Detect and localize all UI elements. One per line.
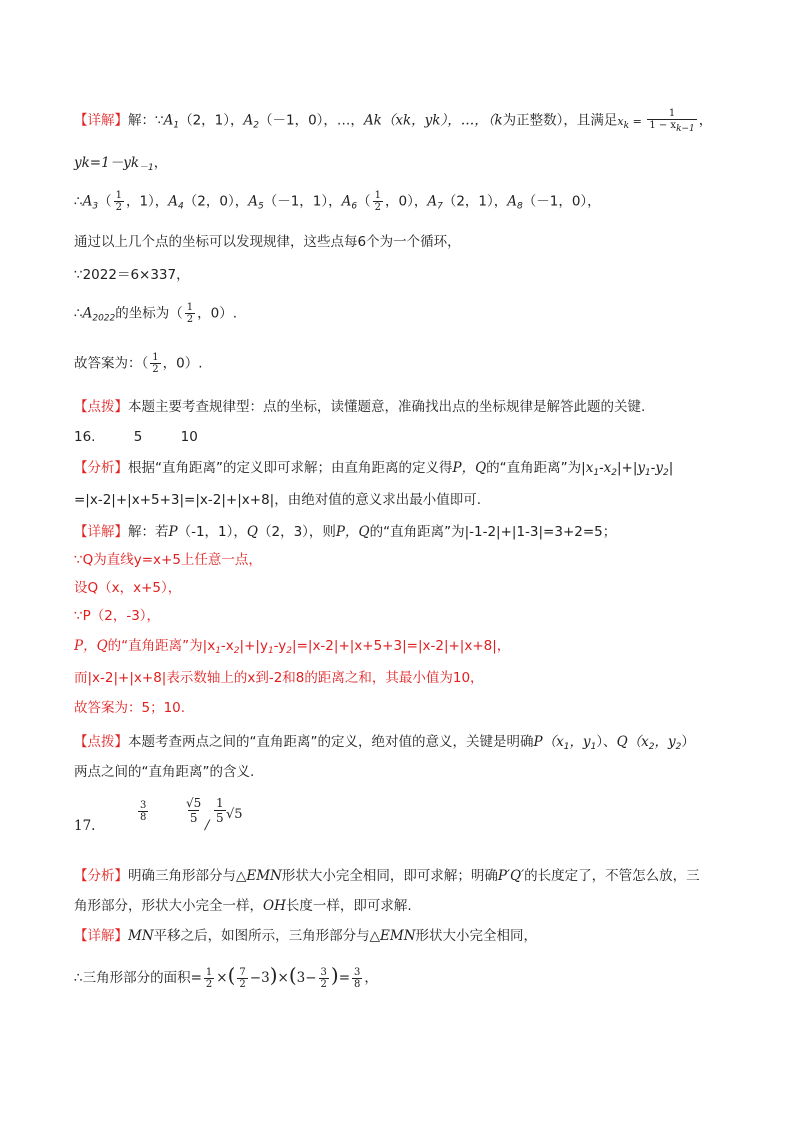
line-16-hint: 【点拨】本题考查两点之间的“直角距离”的定义，绝对值的意义，关键是明确$P(x_1$，$y_1$）、$Q(x_2$，$y_2$） (74, 734, 695, 752)
line-15-hint: 【点拨】本题主要考查规律型：点的坐标，读懂题意，准确找出点的坐标规律是解答此题的关键. (74, 399, 646, 415)
line-16-hint-2: 两点之间的“直角距离”的含义. (74, 764, 255, 780)
hint-tag: 【点拨】 (74, 399, 128, 415)
line-15-because: ∵2022＝6×337， (74, 267, 190, 283)
line-16-q-on-line: ∵Q为直线y=x+5上任意一点， (74, 552, 262, 568)
line-15-a2022: $\therefore A_{2022}$的坐标为（ $\frac{1}{2}$ ，0）. (74, 302, 238, 325)
line-17-area: ∴三角形部分的面积= $\frac{1}{2}$ ×( $\frac{7}{2}$ −3)×(3− $\frac{3}{2}$ )= $\frac{3}{8}$ ， (74, 963, 378, 990)
line-15-answer: 故答案为：（ $\frac{1}{2}$ ，0）. (74, 352, 203, 375)
line-16-abs: 而|x-2|+|x+8|表示数轴上的x到-2和8的距离之和，其最小值为10， (74, 670, 484, 686)
line-15-points: $\therefore A_3$（ $\frac{1}{2}$ ，1），$A_4(2$，0），$A_5(-1$，1），$A_6$（ $\frac{1}{2}$ ，0），$A_7(2$，1），$A_8(-1$，0）， (74, 190, 601, 213)
line-15-detail: 【详解】解：$\because A_1(2$，1），$A_2(-1$，0），…，Ak（xk，yk），…，（k为正整数），且满足$x_k$ = $\frac{1}{1 - xk-1}$ ， (74, 108, 713, 134)
line-16-given-p: ∵P（2，-3）， (74, 608, 161, 624)
line-15-yk: $yk=1-yk_{-1}$， (74, 155, 168, 173)
line-16-detail: 【详解】解：若P（-1，1），Q（2，3），则P，Q的“直角距离”为|-1-2|+|1-3|=3+2=5； (74, 524, 617, 540)
line-16-pq-distance: P，Q的“直角距离”为$|x_1-x_2|+|y_1-y_2|=|x-2|+|x+5+3|=|x-2|+|x+8|$， (74, 638, 511, 656)
line-16-answer: 故答案为：5；10. (74, 700, 186, 716)
line-17-detail: 【详解】MN平移之后，如图所示，三角形部分与△EMN形状大小完全相同， (74, 928, 538, 944)
line-17-analysis: 【分析】明确三角形部分与△EMN形状大小完全相同，即可求解；明确P′Q′的长度定了，不管怎么放，三 (74, 868, 700, 884)
line-16-analysis-2: =|x-2|+|x+5+3|=|x-2|+|x+8|，由绝对值的意义求出最小值即可. (74, 492, 482, 508)
line-15-cycle: 通过以上几个点的坐标可以发现规律，这些点每6个为一个循环， (74, 234, 461, 250)
xk-formula: $x_k$ = $\frac{1}{1 - xk-1}$ (617, 108, 695, 134)
detail-tag: 【详解】 (74, 112, 128, 129)
question-16-answers: 16. 5 10 (74, 429, 198, 445)
line-16-set-q: 设Q（x，x+5）， (74, 580, 182, 596)
line-16-analysis: 【分析】根据“直角距离”的定义即可求解；由直角距离的定义得P，Q的“直角距离”为$|x_1-x_2|+|y_1-y_2|$ (74, 460, 674, 478)
line-17-analysis-2: 角形部分，形状大小完全一样，OH长度一样，即可求解. (74, 898, 412, 914)
question-17-answers: 17. $\frac{3}{8}$ $\frac{√5}{5}$ $\frac{1}{5}$ / √5 (74, 796, 243, 834)
